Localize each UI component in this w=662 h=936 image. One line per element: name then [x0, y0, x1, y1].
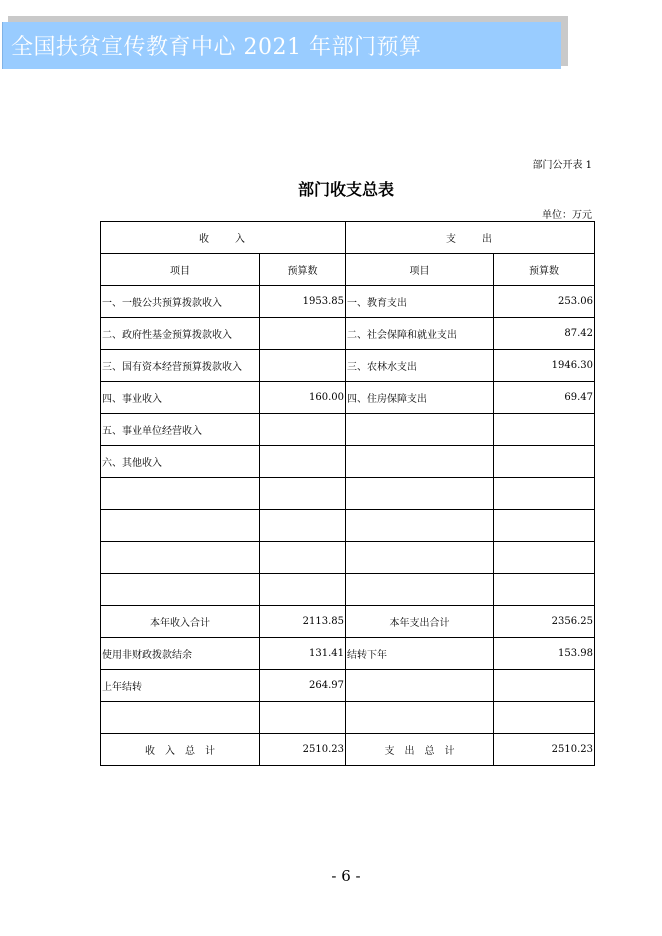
- income-item: [101, 542, 260, 574]
- expense-item: 四、住房保障支出: [346, 382, 494, 414]
- income-item: 六、其他收入: [101, 446, 260, 478]
- income-section-header: 收 入: [101, 222, 346, 254]
- expense-value: 153.98: [494, 638, 595, 670]
- income-value: [260, 702, 346, 734]
- table-row: [101, 638, 595, 670]
- table-row: [101, 670, 595, 702]
- expense-item: [346, 542, 494, 574]
- subtotal-row: [101, 606, 595, 638]
- income-value: 1953.85: [260, 286, 346, 318]
- table-row: [101, 574, 595, 606]
- income-item: [101, 478, 260, 510]
- expense-item: 三、农林水支出: [346, 350, 494, 382]
- income-item: [101, 574, 260, 606]
- expense-item: [346, 414, 494, 446]
- expense-value: [494, 542, 595, 574]
- income-item: 上年结转: [101, 670, 260, 702]
- expense-item: [346, 702, 494, 734]
- income-item: 二、政府性基金预算拨款收入: [101, 318, 260, 350]
- total-row: [101, 734, 595, 766]
- expense-value: [494, 702, 595, 734]
- expense-value: 69.47: [494, 382, 595, 414]
- income-item: 四、事业收入: [101, 382, 260, 414]
- form-number: 部门公开表 1: [532, 160, 592, 171]
- banner-title: 全国扶贫宣传教育中心 2021 年部门预算: [11, 35, 422, 60]
- expense-value: [494, 510, 595, 542]
- income-value: [260, 574, 346, 606]
- expense-value: [494, 414, 595, 446]
- expense-value: [494, 574, 595, 606]
- income-value: [260, 318, 346, 350]
- expense-item: [346, 510, 494, 542]
- column-header-row: [101, 254, 595, 286]
- income-budget-header: 预算数: [260, 254, 346, 286]
- income-value: [260, 446, 346, 478]
- income-item: 一、一般公共预算拨款收入: [101, 286, 260, 318]
- income-value: [260, 542, 346, 574]
- table-row: [101, 382, 595, 414]
- expense-value: [494, 670, 595, 702]
- table-row: [101, 318, 595, 350]
- expense-value: 87.42: [494, 318, 595, 350]
- expense-budget-header: 预算数: [494, 254, 595, 286]
- income-item: [101, 510, 260, 542]
- expense-value: 253.06: [494, 286, 595, 318]
- table-row: [101, 446, 595, 478]
- income-item: 使用非财政拨款结余: [101, 638, 260, 670]
- table-row: [101, 286, 595, 318]
- income-item: 三、国有资本经营预算拨款收入: [101, 350, 260, 382]
- table-row: [101, 510, 595, 542]
- expense-item: [346, 574, 494, 606]
- section-header-row: [101, 222, 595, 254]
- expense-item-header: 项目: [346, 254, 494, 286]
- expense-value: [494, 446, 595, 478]
- unit-label: 单位：万元: [542, 210, 592, 221]
- income-value: [260, 510, 346, 542]
- expense-total-value: 2510.23: [494, 734, 595, 766]
- table-row: [101, 350, 595, 382]
- expense-value: 1946.30: [494, 350, 595, 382]
- table-row: [101, 414, 595, 446]
- income-value: [260, 478, 346, 510]
- income-value: 264.97: [260, 670, 346, 702]
- income-item: 五、事业单位经营收入: [101, 414, 260, 446]
- table-row: [101, 702, 595, 734]
- expense-total-label: 支 出 总 计: [346, 734, 494, 766]
- income-total-label: 收 入 总 计: [101, 734, 260, 766]
- expense-value: [494, 478, 595, 510]
- income-value: 131.41: [260, 638, 346, 670]
- income-item-header: 项目: [101, 254, 260, 286]
- income-subtotal-value: 2113.85: [260, 606, 346, 638]
- page-number: - 6 -: [331, 867, 361, 885]
- expense-subtotal-label: 本年支出合计: [346, 606, 494, 638]
- income-value: [260, 350, 346, 382]
- income-value: 160.00: [260, 382, 346, 414]
- income-item: [101, 702, 260, 734]
- table-row: [101, 478, 595, 510]
- table-row: [101, 542, 595, 574]
- expense-section-header: 支 出: [346, 222, 595, 254]
- expense-item: [346, 478, 494, 510]
- income-value: [260, 414, 346, 446]
- expense-item: 二、社会保障和就业支出: [346, 318, 494, 350]
- expense-item: 结转下年: [346, 638, 494, 670]
- expense-subtotal-value: 2356.25: [494, 606, 595, 638]
- table-title: 部门收支总表: [297, 180, 394, 199]
- budget-table: [100, 221, 595, 766]
- header-banner: [2, 22, 561, 69]
- expense-item: [346, 670, 494, 702]
- expense-item: [346, 446, 494, 478]
- income-total-value: 2510.23: [260, 734, 346, 766]
- expense-item: 一、教育支出: [346, 286, 494, 318]
- income-subtotal-label: 本年收入合计: [101, 606, 260, 638]
